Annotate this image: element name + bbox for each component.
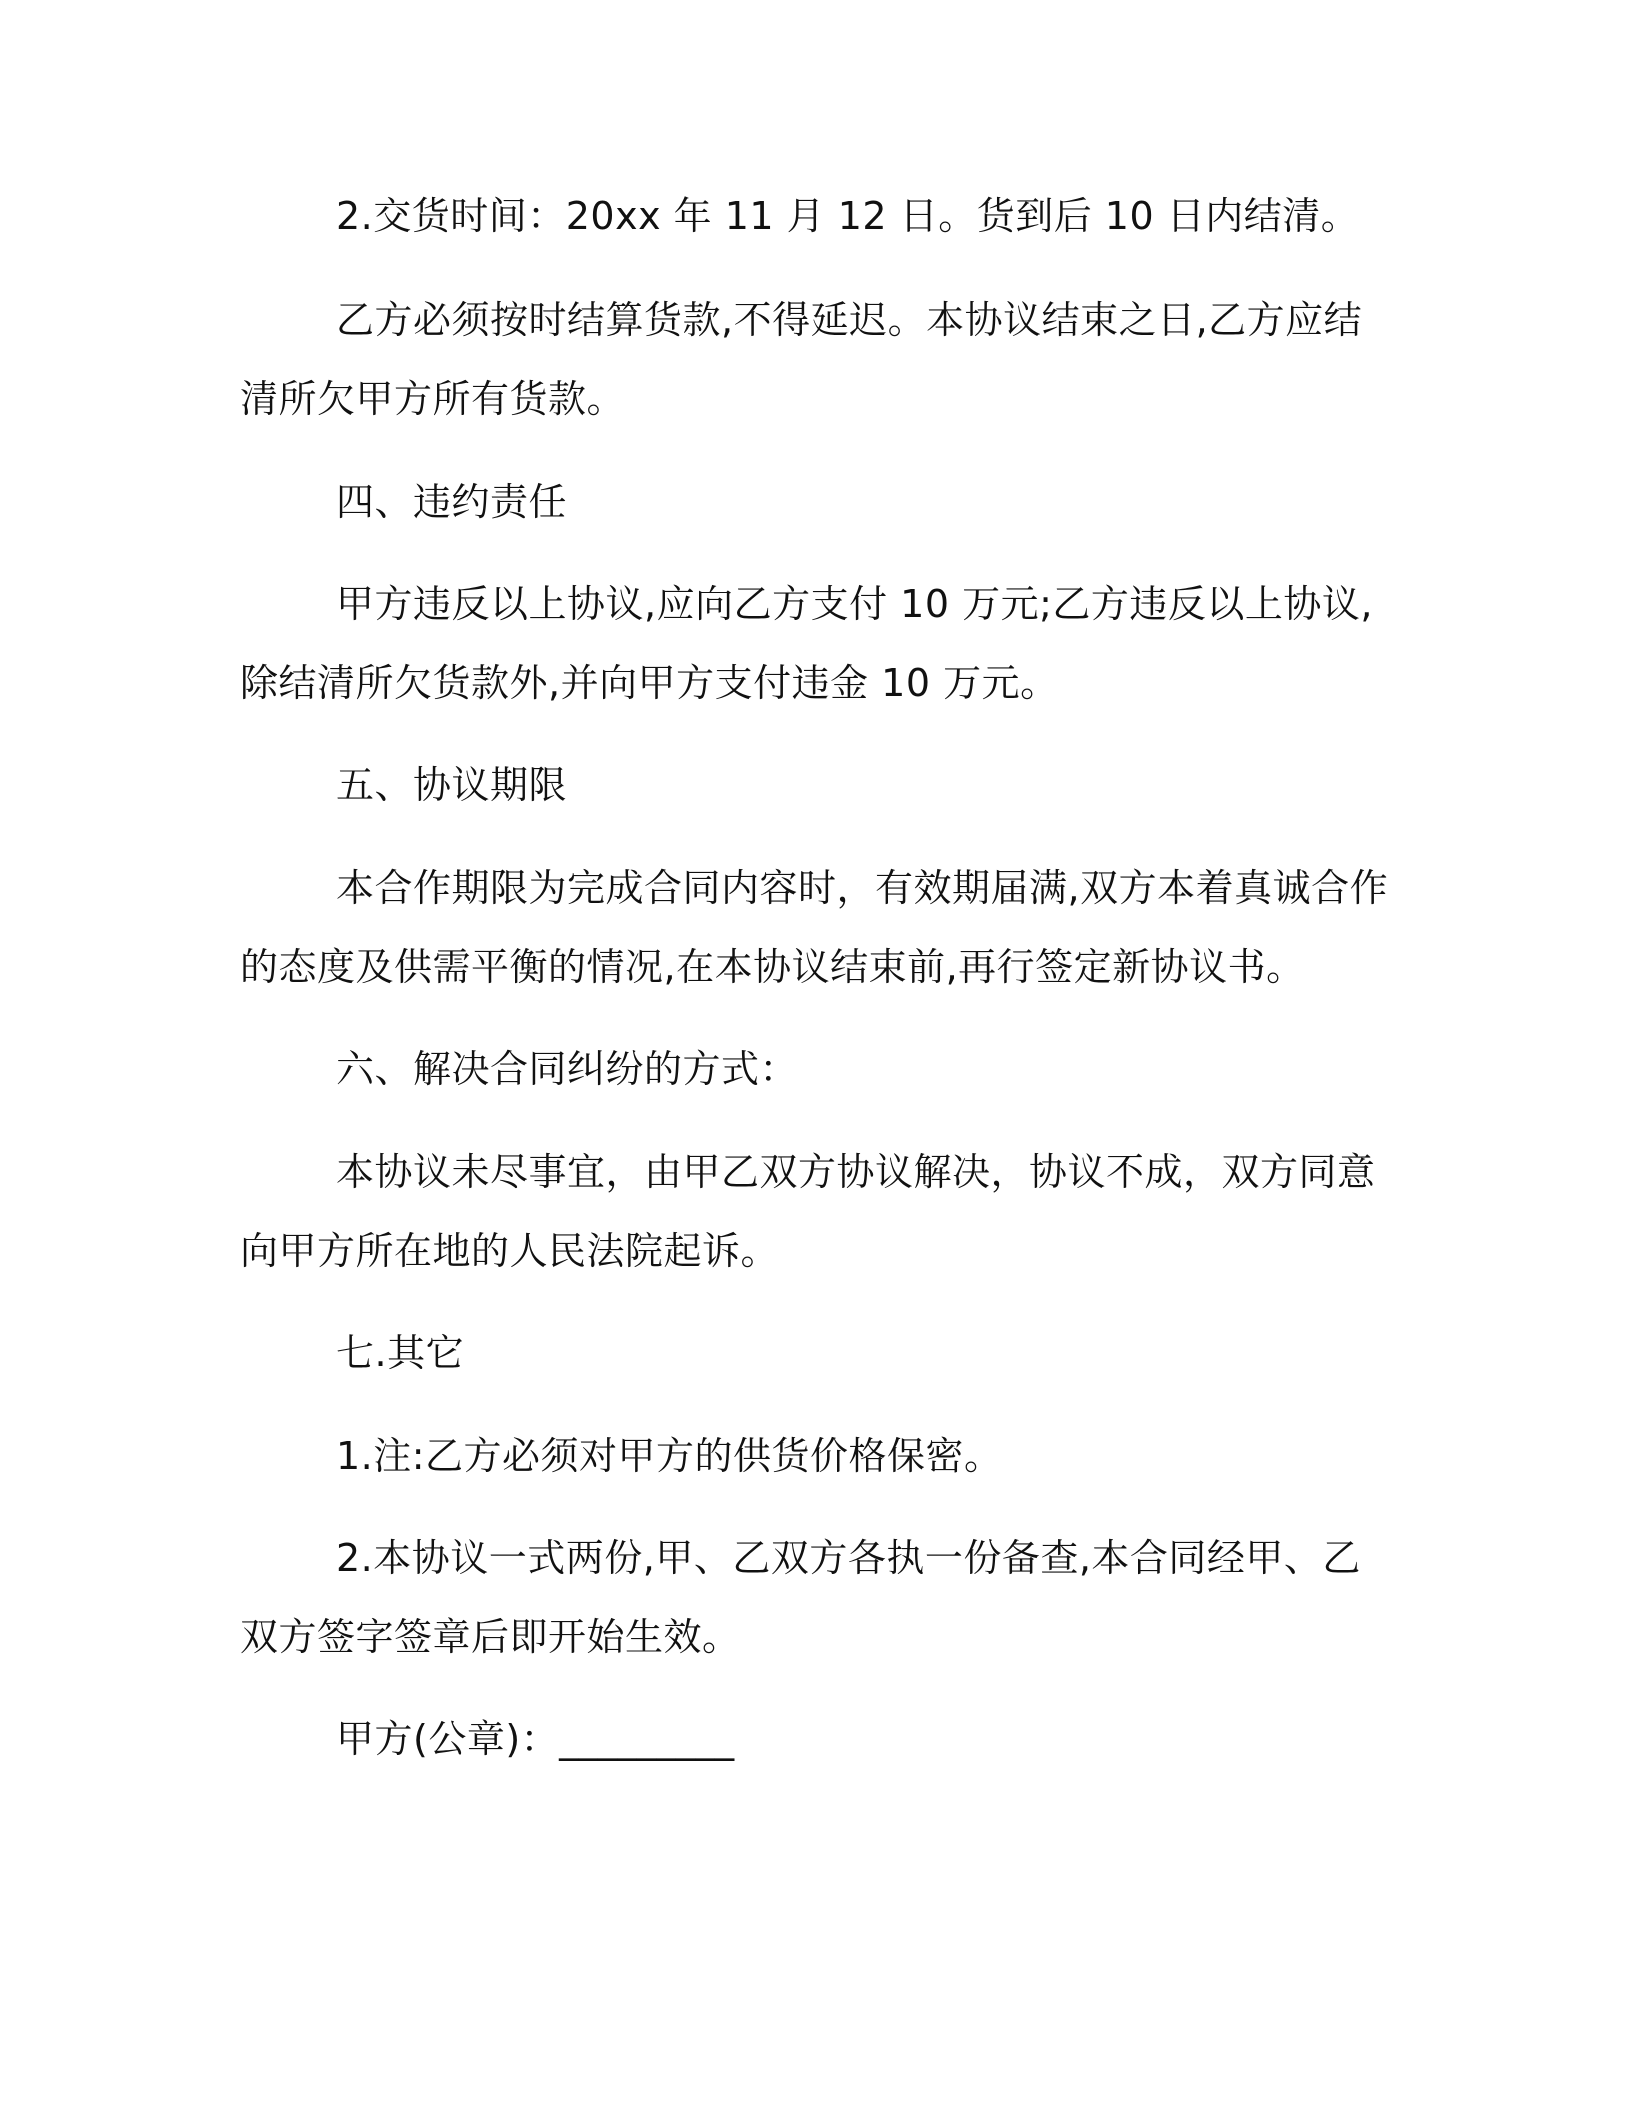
payment-settlement-paragraph: 乙方必须按时结算货款,不得延迟。本协议结束之日,乙方应结清所欠甲方所有货款。 (240, 298, 1363, 421)
party-a-seal-line: 甲方(公章)：_________ (336, 1717, 735, 1761)
dispute-resolution-paragraph: 本协议未尽事宜，由甲乙双方协议解决，协议不成，双方同意向甲方所在地的人民法院起诉。 (240, 1150, 1376, 1273)
agreement-term-paragraph: 本合作期限为完成合同内容时，有效期届满,双方本着真诚合作的态度及供需平衡的情况,在本协议结束前,再行签定新协议书。 (240, 866, 1389, 989)
confidentiality-note-paragraph: 1.注:乙方必须对甲方的供货价格保密。 (336, 1434, 1003, 1478)
section-heading-other: 七.其它 (336, 1331, 465, 1375)
breach-liability-paragraph: 甲方违反以上协议,应向乙方支付 10 万元;乙方违反以上协议,除结清所欠货款外,并向甲方支付违金 10 万元。 (240, 582, 1373, 705)
section-heading-agreement-term: 五、协议期限 (336, 763, 568, 807)
section-heading-breach-liability: 四、违约责任 (336, 480, 568, 524)
delivery-time-paragraph: 2.交货时间：20xx 年 11 月 12 日。货到后 10 日内结清。 (336, 194, 1360, 238)
copies-effectiveness-paragraph: 2.本协议一式两份,甲、乙双方各执一份备查,本合同经甲、乙双方签字签章后即开始生效。 (240, 1536, 1361, 1659)
section-heading-dispute-resolution: 六、解决合同纠纷的方式： (336, 1047, 799, 1091)
